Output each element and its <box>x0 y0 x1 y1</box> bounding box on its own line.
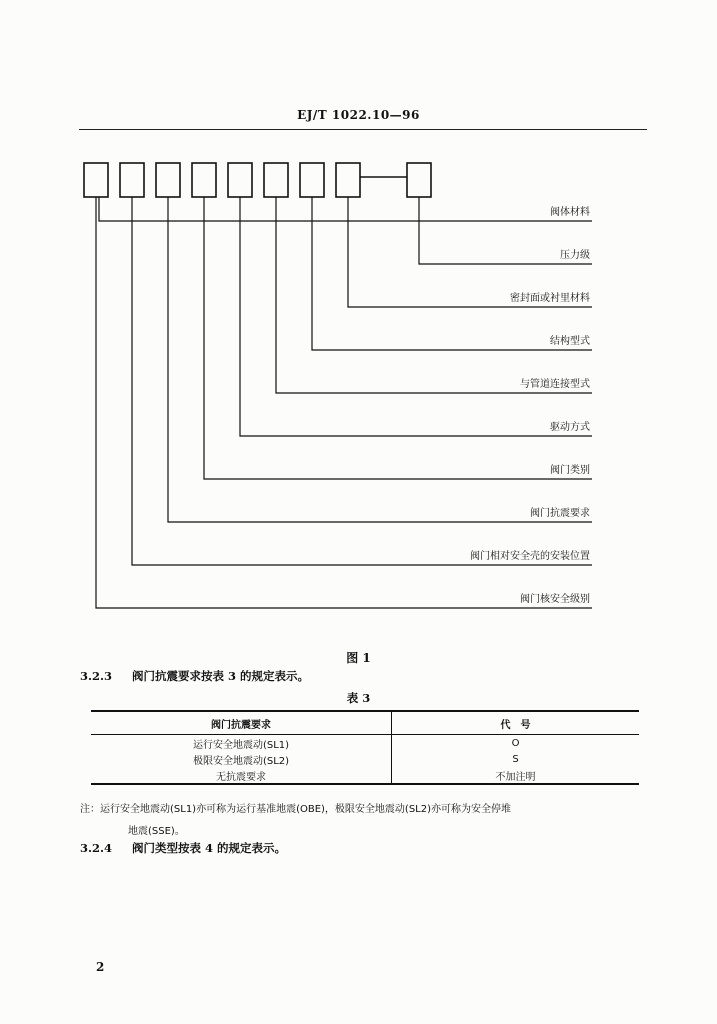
leader-label: 阀体材料 <box>550 207 590 218</box>
leader-line <box>204 197 592 479</box>
clause-text: 阀门抗震要求按表 3 的规定表示。 <box>132 669 310 683</box>
column-header-code: 代 号 <box>392 711 640 735</box>
leader-label: 结构型式 <box>550 336 590 347</box>
clause-3-2-4 <box>80 840 286 856</box>
table-note <box>80 799 650 843</box>
code-box <box>120 163 144 197</box>
requirement-cell: 极限安全地震动(SL2) <box>91 751 392 767</box>
leader-lines <box>96 197 592 608</box>
document-header: EJ/T 1022.10—96 <box>297 108 420 122</box>
requirement-cell: 无抗震要求 <box>91 767 392 784</box>
leader-label: 阀门抗震要求 <box>530 508 590 519</box>
clause-3-2-3 <box>80 668 309 684</box>
figure-caption: 图 1 <box>346 651 371 665</box>
seismic-requirement-table <box>91 710 639 785</box>
clause-text: 阀门类型按表 4 的规定表示。 <box>132 841 287 855</box>
code-box <box>407 163 431 197</box>
leader-line <box>168 197 592 522</box>
table-row <box>91 767 639 784</box>
code-boxes <box>84 163 431 197</box>
leader-label: 与管道连接型式 <box>520 379 590 390</box>
page-number: 2 <box>96 960 105 974</box>
table-row <box>91 751 639 767</box>
leader-label: 阀门相对安全壳的安装位置 <box>470 551 590 562</box>
note-line-2: 地震(SSE)。 <box>128 826 185 837</box>
leader-label: 阀门类别 <box>550 465 590 476</box>
code-box <box>264 163 288 197</box>
leader-line <box>312 197 592 350</box>
leader-labels <box>470 205 590 605</box>
table-row <box>91 735 639 752</box>
clause-number: 3.2.4 <box>80 841 113 855</box>
leader-label: 压力级 <box>560 250 590 261</box>
code-box <box>336 163 360 197</box>
requirement-cell: 运行安全地震动(SL1) <box>91 735 392 752</box>
code-box <box>84 163 108 197</box>
code-cell: S <box>512 753 519 765</box>
column-header-requirement: 阀门抗震要求 <box>91 711 392 735</box>
code-box <box>156 163 180 197</box>
note-line-1: 注：运行安全地震动(SL1)亦可称为运行基准地震(OBE)，极限安全地震动(SL2)亦可称为安全停堆 <box>80 804 512 815</box>
leader-label: 驱动方式 <box>550 422 590 433</box>
code-cell: O <box>511 737 520 749</box>
leader-line <box>96 197 592 608</box>
leader-label: 阀门核安全级别 <box>520 594 590 605</box>
table-header-row <box>91 711 639 735</box>
clause-number: 3.2.3 <box>80 669 113 683</box>
code-cell: 不加注明 <box>392 767 640 784</box>
leader-label: 密封面或衬里材料 <box>510 293 590 304</box>
leader-line <box>240 197 592 436</box>
code-box <box>192 163 216 197</box>
table-caption: 表 3 <box>346 691 371 705</box>
leader-line <box>99 197 592 221</box>
code-box <box>228 163 252 197</box>
code-box <box>300 163 324 197</box>
